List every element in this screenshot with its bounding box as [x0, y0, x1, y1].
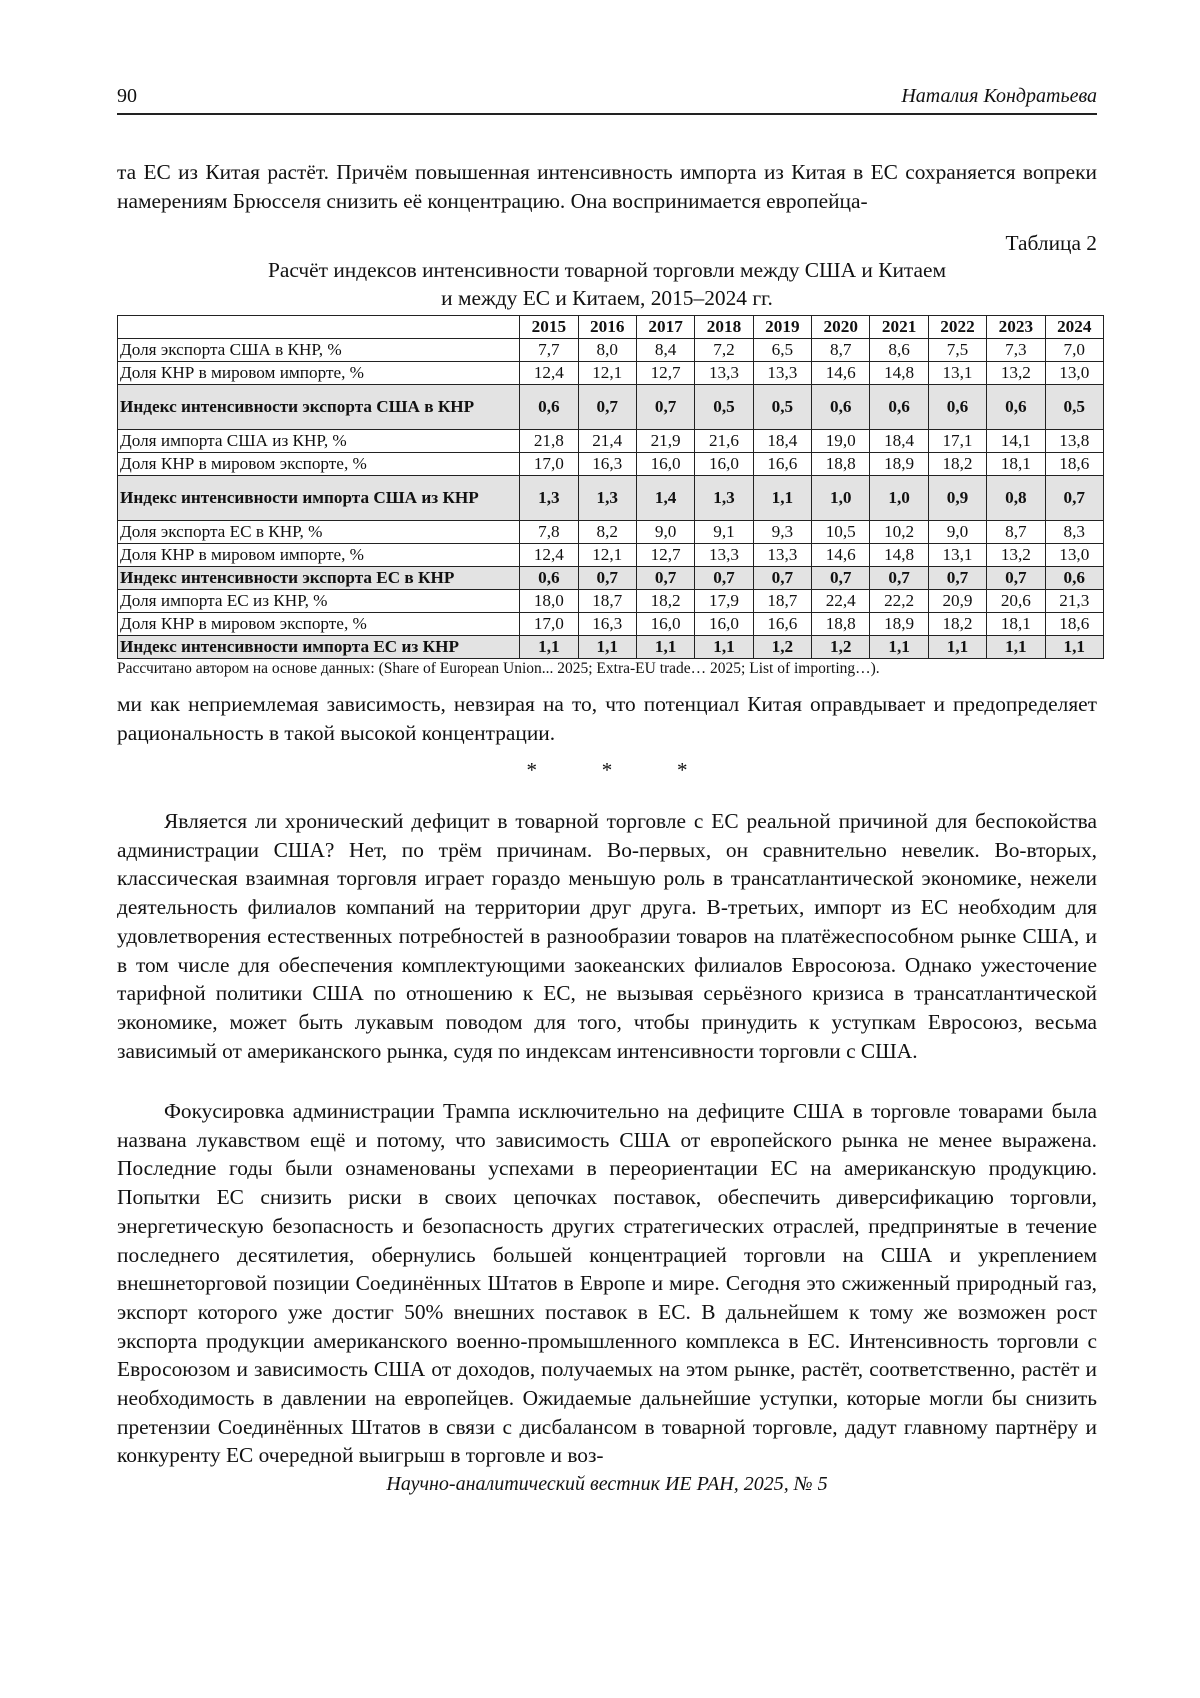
journal-footer: Научно-аналитический вестник ИЕ РАН, 2025, № 5 — [386, 1473, 828, 1495]
value-cell: 9,0 — [636, 521, 694, 544]
body-paragraph-1 — [117, 807, 1097, 1065]
year-header: 2021 — [870, 316, 928, 339]
table-row — [118, 613, 1104, 636]
value-cell: 14,8 — [870, 544, 928, 567]
value-cell: 16,0 — [636, 613, 694, 636]
value-cell: 12,7 — [636, 362, 694, 385]
value-cell: 0,6 — [812, 385, 870, 430]
table-row — [118, 544, 1104, 567]
value-cell: 18,2 — [928, 613, 986, 636]
value-cell: 1,1 — [578, 636, 636, 659]
row-label: Доля КНР в мировом импорте, % — [118, 544, 520, 567]
value-cell: 1,4 — [636, 476, 694, 521]
value-cell: 18,9 — [870, 453, 928, 476]
value-cell: 16,6 — [753, 453, 811, 476]
year-header: 2015 — [520, 316, 578, 339]
row-label: Доля КНР в мировом импорте, % — [118, 362, 520, 385]
value-cell: 18,2 — [928, 453, 986, 476]
value-cell: 13,0 — [1045, 544, 1103, 567]
value-cell: 8,7 — [812, 339, 870, 362]
row-label: Доля КНР в мировом экспорте, % — [118, 453, 520, 476]
value-cell: 1,1 — [928, 636, 986, 659]
page-number: 90 — [117, 85, 137, 107]
value-cell: 18,6 — [1045, 613, 1103, 636]
value-cell: 1,3 — [520, 476, 578, 521]
value-cell: 1,1 — [870, 636, 928, 659]
value-cell: 8,6 — [870, 339, 928, 362]
value-cell: 21,8 — [520, 430, 578, 453]
value-cell: 8,3 — [1045, 521, 1103, 544]
value-cell: 12,4 — [520, 544, 578, 567]
year-header: 2018 — [695, 316, 753, 339]
table-row — [118, 339, 1104, 362]
value-cell: 0,5 — [695, 385, 753, 430]
value-cell: 1,1 — [636, 636, 694, 659]
value-cell: 0,7 — [753, 567, 811, 590]
section-separator — [117, 758, 1097, 783]
value-cell: 1,1 — [695, 636, 753, 659]
value-cell: 12,1 — [578, 362, 636, 385]
value-cell: 12,1 — [578, 544, 636, 567]
body-paragraph-2-text: Фокусировка администрации Трампа исключительно на дефиците США в торговле товарами была названа лукавством ещё и потому, что зависимость США от европейского рынка не менее выражена. Последние годы были ознаменованы успехами в переориентации ЕС на американскую продукцию. Попытки ЕС снизить риски в своих цепочках поставок, обеспечить диверсификацию торговли, энергетическую безопасность и безопасность других стратегических отраслей, предпринятые в течение последнего десятилетия, обернулись большей концентрацией торговли на США и укреплением внешнеторговой позиции Соединённых Штатов в Европе и мире. Сегодня это сжиженный природный газ, экспорт которого уже достиг 50% внешних поставок в ЕС. В дальнейшем к тому же возможен рост экспорта продукции американского военно-промышленного комплекса в ЕС. Интенсивность торговли с Евросоюзом и зависимость США от доходов, получаемых на этом рынке, растёт, соответственно, растёт и необходимость в давлении на европейцев. Ожидаемые дальнейшие уступки, которые могли бы снизить претензии Соединённых Штатов в связи с дисбалансом в товарной торговле, дадут главному партнёру и конкуренту ЕС очередной выигрыш в торговле и воз- — [117, 1099, 1097, 1468]
row-label: Доля экспорта ЕС в КНР, % — [118, 521, 520, 544]
table-row — [118, 430, 1104, 453]
value-cell: 16,0 — [695, 453, 753, 476]
value-cell: 0,9 — [928, 476, 986, 521]
separator-star: * — [526, 758, 537, 782]
value-cell: 0,7 — [1045, 476, 1103, 521]
value-cell: 16,3 — [578, 613, 636, 636]
table-source-note: Рассчитано автором на основе данных: (Share of European Union... 2025; Extra-EU trade… 2025; List of importing…). — [117, 660, 880, 677]
value-cell: 1,3 — [695, 476, 753, 521]
value-cell: 12,7 — [636, 544, 694, 567]
value-cell: 16,0 — [636, 453, 694, 476]
trade-intensity-table — [117, 315, 1104, 659]
value-cell: 22,2 — [870, 590, 928, 613]
value-cell: 8,7 — [987, 521, 1045, 544]
value-cell: 0,7 — [812, 567, 870, 590]
value-cell: 8,0 — [578, 339, 636, 362]
value-cell: 0,6 — [520, 567, 578, 590]
value-cell: 13,3 — [695, 544, 753, 567]
value-cell: 18,8 — [812, 613, 870, 636]
value-cell: 10,5 — [812, 521, 870, 544]
value-cell: 0,7 — [695, 567, 753, 590]
table-row — [118, 362, 1104, 385]
value-cell: 17,0 — [520, 453, 578, 476]
table-corner-cell — [118, 316, 520, 339]
value-cell: 1,1 — [1045, 636, 1103, 659]
value-cell: 0,6 — [870, 385, 928, 430]
value-cell: 1,3 — [578, 476, 636, 521]
row-label: Доля импорта ЕС из КНР, % — [118, 590, 520, 613]
value-cell: 0,7 — [636, 567, 694, 590]
value-cell: 9,0 — [928, 521, 986, 544]
value-cell: 18,7 — [578, 590, 636, 613]
year-header: 2019 — [753, 316, 811, 339]
table-label: Таблица 2 — [1005, 231, 1097, 255]
value-cell: 0,8 — [987, 476, 1045, 521]
value-cell: 7,8 — [520, 521, 578, 544]
separator-star: * — [677, 758, 688, 782]
year-header: 2023 — [987, 316, 1045, 339]
value-cell: 18,9 — [870, 613, 928, 636]
value-cell: 13,2 — [987, 362, 1045, 385]
value-cell: 1,1 — [520, 636, 578, 659]
body-paragraph-1-text: Является ли хронический дефицит в товарной торговле с ЕС реальной причиной для беспокойства администрации США? Нет, по трём причинам. Во-первых, он сравнительно невелик. Во-вторых, классическая взаимная торговля играет гораздо меньшую роль в трансатлантической экономике, нежели деятельность филиалов компаний на территории друг друга. В-третьих, импорт из ЕС необходим для удовлетворения естественных потребностей в разнообразии товаров на платёжеспособном рынке США, и в том числе для обеспечения комплектующими заокеанских филиалов Евросоюза. Однако ужесточение тарифной политики США по отношению к ЕС, не вызывая серьёзного кризиса в трансатлантической экономике, может быть лукавым поводом для того, чтобы принудить к уступкам Евросоюз, весьма зависимый от американского рынка, судя по индексам интенсивности торговли с США. — [117, 809, 1097, 1063]
value-cell: 18,2 — [636, 590, 694, 613]
value-cell: 1,0 — [812, 476, 870, 521]
value-cell: 6,5 — [753, 339, 811, 362]
running-header — [117, 85, 1097, 115]
value-cell: 13,1 — [928, 362, 986, 385]
value-cell: 18,7 — [753, 590, 811, 613]
value-cell: 1,1 — [987, 636, 1045, 659]
value-cell: 0,7 — [870, 567, 928, 590]
value-cell: 7,5 — [928, 339, 986, 362]
year-header: 2020 — [812, 316, 870, 339]
value-cell: 14,6 — [812, 544, 870, 567]
index-row — [118, 476, 1104, 521]
value-cell: 17,9 — [695, 590, 753, 613]
table-title-line-2: и между ЕС и Китаем, 2015–2024 гг. — [441, 286, 773, 310]
value-cell: 8,2 — [578, 521, 636, 544]
value-cell: 16,0 — [695, 613, 753, 636]
row-label: Индекс интенсивности экспорта США в КНР — [118, 385, 520, 430]
value-cell: 1,0 — [870, 476, 928, 521]
value-cell: 20,6 — [987, 590, 1045, 613]
value-cell: 0,7 — [928, 567, 986, 590]
value-cell: 18,0 — [520, 590, 578, 613]
value-cell: 1,2 — [812, 636, 870, 659]
value-cell: 1,2 — [753, 636, 811, 659]
separator-star: * — [601, 758, 613, 782]
value-cell: 0,5 — [1045, 385, 1103, 430]
table-title-line-1: Расчёт индексов интенсивности товарной торговли между США и Китаем — [267, 258, 947, 282]
year-header: 2022 — [928, 316, 986, 339]
row-label: Индекс интенсивности импорта ЕС из КНР — [118, 636, 520, 659]
value-cell: 14,1 — [987, 430, 1045, 453]
value-cell: 0,6 — [520, 385, 578, 430]
value-cell: 9,3 — [753, 521, 811, 544]
year-header: 2024 — [1045, 316, 1103, 339]
intro-paragraph: та ЕС из Китая растёт. Причём повышенная интенсивность импорта из Китая в ЕС сохраняется вопреки намерениям Брюсселя снизить её концентрацию. Она воспринимается европейца- — [117, 160, 1097, 213]
table-row — [118, 453, 1104, 476]
table-row — [118, 521, 1104, 544]
value-cell: 0,7 — [636, 385, 694, 430]
value-cell: 9,1 — [695, 521, 753, 544]
value-cell: 1,1 — [753, 476, 811, 521]
value-cell: 14,8 — [870, 362, 928, 385]
value-cell: 13,3 — [753, 362, 811, 385]
value-cell: 22,4 — [812, 590, 870, 613]
value-cell: 21,6 — [695, 430, 753, 453]
value-cell: 18,1 — [987, 613, 1045, 636]
table-title — [117, 256, 1097, 312]
value-cell: 7,2 — [695, 339, 753, 362]
value-cell: 21,3 — [1045, 590, 1103, 613]
value-cell: 13,3 — [695, 362, 753, 385]
row-label: Индекс интенсивности импорта США из КНР — [118, 476, 520, 521]
value-cell: 20,9 — [928, 590, 986, 613]
table-header-row — [118, 316, 1104, 339]
value-cell: 13,1 — [928, 544, 986, 567]
value-cell: 18,4 — [870, 430, 928, 453]
value-cell: 7,3 — [987, 339, 1045, 362]
value-cell: 14,6 — [812, 362, 870, 385]
index-row — [118, 567, 1104, 590]
table-row — [118, 590, 1104, 613]
value-cell: 18,6 — [1045, 453, 1103, 476]
value-cell: 18,1 — [987, 453, 1045, 476]
value-cell: 18,4 — [753, 430, 811, 453]
value-cell: 7,0 — [1045, 339, 1103, 362]
value-cell: 17,0 — [520, 613, 578, 636]
value-cell: 16,3 — [578, 453, 636, 476]
value-cell: 16,6 — [753, 613, 811, 636]
row-label: Доля импорта США из КНР, % — [118, 430, 520, 453]
value-cell: 18,8 — [812, 453, 870, 476]
index-row — [118, 385, 1104, 430]
value-cell: 0,6 — [1045, 567, 1103, 590]
value-cell: 7,7 — [520, 339, 578, 362]
year-header: 2017 — [636, 316, 694, 339]
value-cell: 21,4 — [578, 430, 636, 453]
value-cell: 10,2 — [870, 521, 928, 544]
year-header: 2016 — [578, 316, 636, 339]
row-label: Доля экспорта США в КНР, % — [118, 339, 520, 362]
value-cell: 13,3 — [753, 544, 811, 567]
value-cell: 12,4 — [520, 362, 578, 385]
value-cell: 13,2 — [987, 544, 1045, 567]
value-cell: 0,7 — [987, 567, 1045, 590]
after-table-paragraph: ми как неприемлемая зависимость, невзирая на то, что потенциал Китая оправдывает и предопределяет рациональность в такой высокой концентрации. — [117, 692, 1097, 745]
index-row — [118, 636, 1104, 659]
value-cell: 8,4 — [636, 339, 694, 362]
value-cell: 0,5 — [753, 385, 811, 430]
row-label: Доля КНР в мировом экспорте, % — [118, 613, 520, 636]
value-cell: 13,0 — [1045, 362, 1103, 385]
value-cell: 0,7 — [578, 385, 636, 430]
value-cell: 21,9 — [636, 430, 694, 453]
body-paragraph-2 — [117, 1097, 1097, 1470]
author-name: Наталия Кондратьева — [901, 85, 1097, 107]
value-cell: 0,6 — [987, 385, 1045, 430]
value-cell: 13,8 — [1045, 430, 1103, 453]
value-cell: 0,7 — [578, 567, 636, 590]
value-cell: 17,1 — [928, 430, 986, 453]
row-label: Индекс интенсивности экспорта ЕС в КНР — [118, 567, 520, 590]
value-cell: 19,0 — [812, 430, 870, 453]
value-cell: 0,6 — [928, 385, 986, 430]
